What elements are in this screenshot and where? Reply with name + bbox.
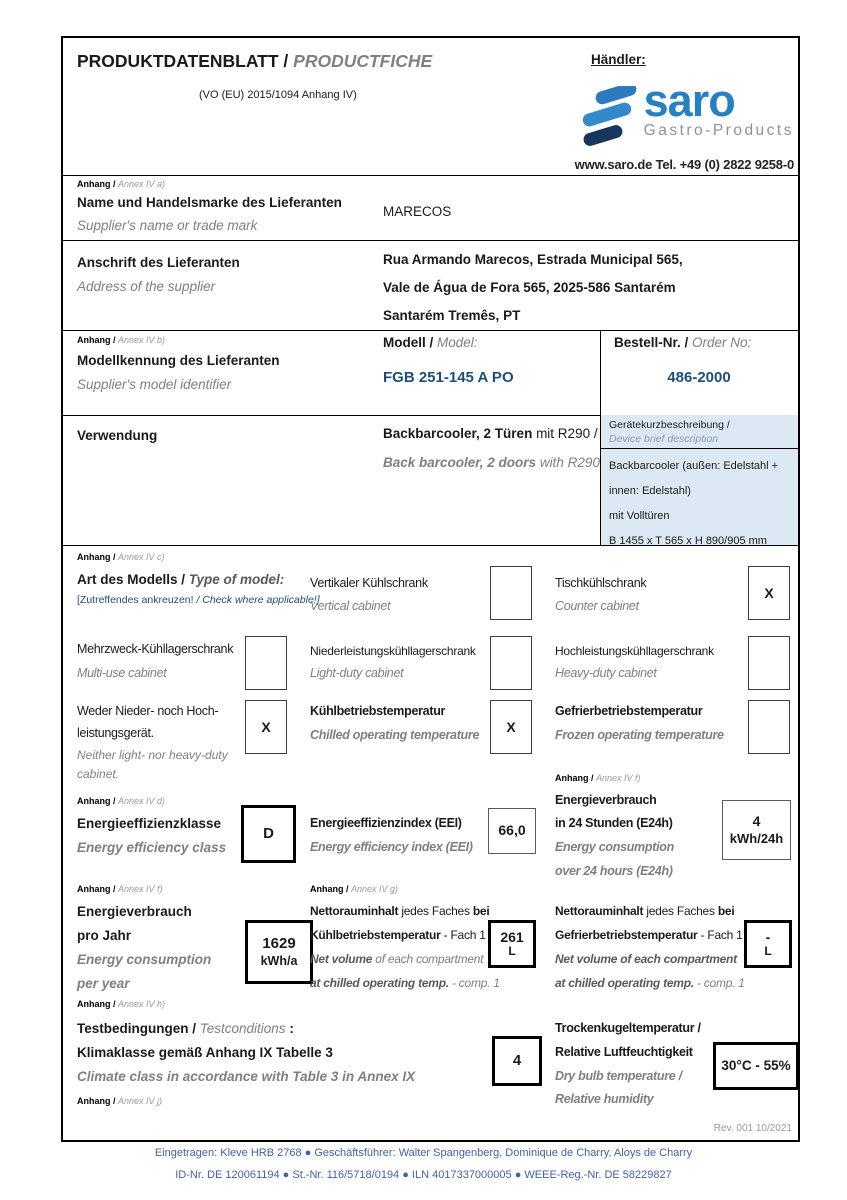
annex-en: Annex IV f) (596, 773, 641, 783)
checkbox-frozen-temp[interactable] (748, 700, 790, 754)
e24h-label-en2: over 24 hours (E24h) (555, 864, 673, 878)
logo-contact: www.saro.de Tel. +49 (0) 2822 9258-0 (574, 157, 794, 172)
net-volume-frozen-line1 (555, 904, 734, 918)
annex-en: Annex IV j) (118, 1096, 163, 1106)
energy-class-label-de: Energieeffizienzklasse (77, 816, 222, 831)
annex-de: Anhang / (310, 884, 349, 894)
check-note-de: [Zutreffendes ankreuzen! (77, 594, 194, 606)
annex-de: Anhang / (77, 1096, 116, 1106)
annex-ref-h (77, 999, 165, 1009)
annex-ref-b (77, 335, 165, 345)
nv-en-c: at chilled operating temp. (555, 976, 694, 990)
e24h-label-de1: Energieverbrauch (555, 793, 657, 807)
page-title (77, 51, 432, 72)
checkbox-neither-duty[interactable]: X (245, 700, 287, 754)
checkbox-multi-use[interactable] (245, 636, 287, 690)
option-heavy-duty-de: Hochleistungskühllagerschrank (555, 644, 714, 658)
net-volume-chilled-line1 (310, 904, 489, 918)
annual-energy-unit: kWh/a (260, 953, 298, 968)
type-heading-en: Type of model: (185, 572, 285, 587)
option-multi-use-en: Multi-use cabinet (77, 666, 167, 680)
logo-wordmark: saro (643, 75, 735, 126)
annex-ref-c (77, 552, 165, 562)
nv-de-b: jedes Faches (646, 904, 718, 918)
annex-ref-f-e24h (555, 773, 641, 783)
dry-bulb-label-en2: Relative humidity (555, 1092, 654, 1106)
model-field-de: Modell / (383, 335, 434, 350)
checkbox-light-duty[interactable] (490, 636, 532, 690)
annex-en: Annex IV h) (118, 999, 166, 1009)
usage-de-rest: mit R290 / (532, 426, 598, 441)
nv-fach: - Fach 1 (440, 928, 486, 942)
type-of-model-heading (77, 572, 284, 587)
page-title-en: PRODUCTFICHE (288, 51, 433, 71)
annual-energy-en2: per year (77, 976, 130, 991)
option-multi-use-de: Mehrzweck-Kühllagerschrank (77, 642, 234, 656)
option-frozen-temp-en: Frozen operating temperature (555, 728, 724, 742)
net-volume-frozen-line2 (555, 928, 743, 942)
supplier-name-label-de: Name und Handelsmarke des Lieferanten (77, 195, 342, 210)
nv-de-a: Nettorauminhalt (555, 904, 647, 918)
nv-en-c: at chilled operating temp. (310, 976, 449, 990)
option-neither-de2: leistungsgerät. (77, 726, 154, 740)
nv-en-d: - comp. 1 (693, 976, 745, 990)
option-light-duty-en: Light-duty cabinet (310, 666, 404, 680)
option-heavy-duty-en: Heavy-duty cabinet (555, 666, 657, 680)
address-label-en: Address of the supplier (77, 279, 216, 294)
nv-frozen-de: Gefrierbetriebstemperatur (555, 928, 698, 942)
nv-de-c: bei (717, 904, 735, 918)
option-counter-cabinet-de: Tischkühlschrank (555, 576, 647, 590)
e24h-value-box (722, 800, 791, 860)
model-field-label (383, 335, 478, 350)
option-neither-de1: Weder Nieder- noch Hoch- (77, 704, 219, 718)
e24h-unit: kWh/24h (729, 830, 784, 846)
annex-ref-f-annual (77, 884, 163, 894)
annual-energy-en1: Energy consumption (77, 952, 212, 967)
logo-tagline: Gastro-Products (643, 122, 794, 140)
net-volume-chilled-line2 (310, 928, 486, 942)
test-conditions-heading (77, 1021, 294, 1036)
description-line: innen: Edelstahl) (609, 485, 691, 498)
option-neither-en1: Neither light- nor heavy-duty (77, 748, 228, 762)
regulation-subtitle: (VO (EU) 2015/1094 Anhang IV) (199, 89, 357, 101)
net-volume-frozen-value: - (765, 929, 771, 946)
nv-de-a: Nettorauminhalt (310, 904, 402, 918)
net-volume-chilled-value-box (488, 920, 536, 968)
nv-de-b: jedes Faches (401, 904, 473, 918)
order-no-value: 486-2000 (667, 369, 731, 386)
test-heading-en: Testconditions (196, 1021, 286, 1036)
annex-ref-d (77, 796, 165, 806)
device-description-panel (600, 415, 798, 548)
nv-en-b: of each compartment (372, 952, 484, 966)
option-neither-en2: cabinet. (77, 767, 120, 781)
annex-en: Annex IV a) (118, 179, 166, 189)
e24h-value: 4 (752, 813, 761, 830)
net-volume-chilled-unit: L (508, 944, 516, 959)
net-volume-frozen-line3: Net volume of each compartment (555, 952, 737, 966)
net-volume-frozen-line4 (555, 976, 745, 990)
eei-label-de: Energieeffizienzindex (EEI) (310, 816, 462, 830)
description-line: Backbarcooler (außen: Edelstahl + (609, 460, 779, 473)
e24h-label-en1: Energy consumption (555, 840, 674, 854)
device-description-head-en: Device brief description (609, 433, 719, 446)
eei-label-en: Energy efficiency index (EEI) (310, 840, 473, 854)
divider (63, 330, 798, 331)
annex-de: Anhang / (77, 884, 116, 894)
option-chilled-temp-en: Chilled operating temperature (310, 728, 480, 742)
option-frozen-temp-de: Gefrierbetriebstemperatur (555, 704, 703, 718)
dry-bulb-value-box: 30°C - 55% (713, 1042, 799, 1090)
description-line: B 1455 x T 565 x H 890/905 mm (609, 535, 767, 548)
address-label-de: Anschrift des Lieferanten (77, 255, 240, 270)
net-volume-chilled-line4 (310, 976, 500, 990)
usage-en-bold: Back barcooler, 2 doors (383, 455, 537, 470)
supplier-name-value: MARECOS (383, 204, 452, 219)
order-no-en: Order No: (688, 335, 752, 350)
annex-de: Anhang / (77, 796, 116, 806)
annex-de: Anhang / (555, 773, 594, 783)
annual-energy-value-box (245, 920, 313, 984)
document-frame (61, 36, 800, 1142)
annex-en: Annex IV d) (118, 796, 166, 806)
eei-value-box: 66,0 (488, 808, 536, 854)
model-value: FGB 251-145 A PO (383, 369, 514, 386)
usage-value-en (383, 455, 600, 470)
energy-class-value-box: D (241, 805, 296, 863)
saro-logo-icon (583, 86, 637, 151)
usage-de-bold: Backbarcooler, 2 Türen (383, 426, 533, 441)
device-description-header (601, 415, 798, 449)
checkbox-vertical-cabinet[interactable] (490, 566, 532, 620)
model-id-label-de: Modellkennung des Lieferanten (77, 353, 280, 368)
check-note (77, 594, 320, 606)
annex-ref-j (77, 1096, 162, 1106)
annual-energy-de2: pro Jahr (77, 928, 132, 943)
footer-line-1: Eingetragen: Kleve HRB 2768 ● Geschäftsführer: Walter Spangenberg, Dominique de Charry, Aloys de Charry (154, 1147, 693, 1159)
order-no-de: Bestell-Nr. / (614, 335, 689, 350)
option-vertical-cabinet-en: Vertical cabinet (310, 599, 391, 613)
annex-en: Annex IV c) (118, 552, 165, 562)
address-line-3: Santarém Tremês, PT (383, 308, 521, 323)
dealer-label: Händler: (591, 52, 646, 67)
annex-de: Anhang / (77, 179, 116, 189)
option-counter-cabinet-en: Counter cabinet (555, 599, 639, 613)
nv-en-d: - comp. 1 (448, 976, 500, 990)
divider (63, 175, 798, 176)
test-heading-de: Testbedingungen / (77, 1021, 196, 1036)
divider (63, 545, 798, 546)
annex-de: Anhang / (77, 552, 116, 562)
supplier-name-label-en: Supplier's name or trade mark (77, 218, 258, 233)
checkbox-counter-cabinet[interactable]: X (748, 566, 790, 620)
climate-class-label-en: Climate class in accordance with Table 3 in Annex IX (77, 1069, 416, 1084)
climate-class-label-de: Klimaklasse gemäß Anhang IX Tabelle 3 (77, 1045, 333, 1060)
annex-en: Annex IV f) (118, 884, 163, 894)
annex-en: Annex IV b) (118, 335, 166, 345)
checkbox-heavy-duty[interactable] (748, 636, 790, 690)
annex-ref-g (310, 884, 398, 894)
e24h-label-de2: in 24 Stunden (E24h) (555, 816, 673, 830)
net-volume-frozen-unit: L (764, 944, 772, 959)
nv-en-a: Net volume (310, 952, 373, 966)
device-description-head-de: Gerätekurzbeschreibung / (609, 419, 730, 431)
annual-energy-value: 1629 (262, 934, 296, 952)
net-volume-chilled-line3 (310, 952, 483, 966)
dry-bulb-label-en1: Dry bulb temperature / (555, 1069, 682, 1083)
option-chilled-temp-de: Kühlbetriebstemperatur (310, 704, 446, 718)
order-no-label (614, 335, 751, 350)
divider (63, 240, 798, 241)
address-line-1: Rua Armando Marecos, Estrada Municipal 565, (383, 252, 683, 267)
annex-ref-a (77, 179, 165, 189)
page-title-de: PRODUKTDATENBLATT / (77, 51, 289, 71)
net-volume-frozen-value-box (744, 920, 792, 968)
annex-de: Anhang / (77, 335, 116, 345)
usage-en-rest: with R290 (536, 455, 600, 470)
annex-de: Anhang / (77, 999, 116, 1009)
option-vertical-cabinet-de: Vertikaler Kühlschrank (310, 576, 428, 590)
nv-chilled-de: Kühlbetriebstemperatur (310, 928, 441, 942)
annual-energy-de1: Energieverbrauch (77, 904, 192, 919)
address-line-2: Vale de Água de Fora 565, 2025-586 Santarém (383, 280, 676, 295)
description-line: mit Volltüren (609, 510, 670, 523)
device-description-body (601, 449, 798, 554)
nv-fach: - Fach 1 (697, 928, 743, 942)
revision-note: Rev. 001 10/2021 (713, 1123, 792, 1134)
test-heading-colon: : (285, 1021, 294, 1036)
option-light-duty-de: Niederleistungskühllagerschrank (310, 644, 476, 658)
net-volume-chilled-value: 261 (500, 929, 524, 946)
dry-bulb-label-de1: Trockenkugeltemperatur / (555, 1021, 701, 1035)
dry-bulb-label-de2: Relative Luftfeuchtigkeit (555, 1045, 693, 1059)
annex-en: Annex IV g) (351, 884, 399, 894)
energy-class-label-en: Energy efficiency class (77, 840, 227, 855)
climate-class-value-box: 4 (492, 1036, 542, 1086)
footer-line-2: ID-Nr. DE 120061194 ● St.-Nr. 116/5718/0194 ● ILN 4017337000005 ● WEEE-Reg.-Nr. DE 58229827 (175, 1169, 672, 1181)
nv-de-c: bei (472, 904, 490, 918)
checkbox-chilled-temp[interactable]: X (490, 700, 532, 754)
check-note-en: / Check where applicable!] (193, 594, 320, 606)
model-field-en: Model: (433, 335, 478, 350)
model-id-label-en: Supplier's model identifier (77, 377, 232, 392)
usage-value-de (383, 426, 598, 441)
type-heading-de: Art des Modells / (77, 572, 186, 587)
saro-logo (574, 75, 794, 172)
usage-label: Verwendung (77, 428, 158, 443)
